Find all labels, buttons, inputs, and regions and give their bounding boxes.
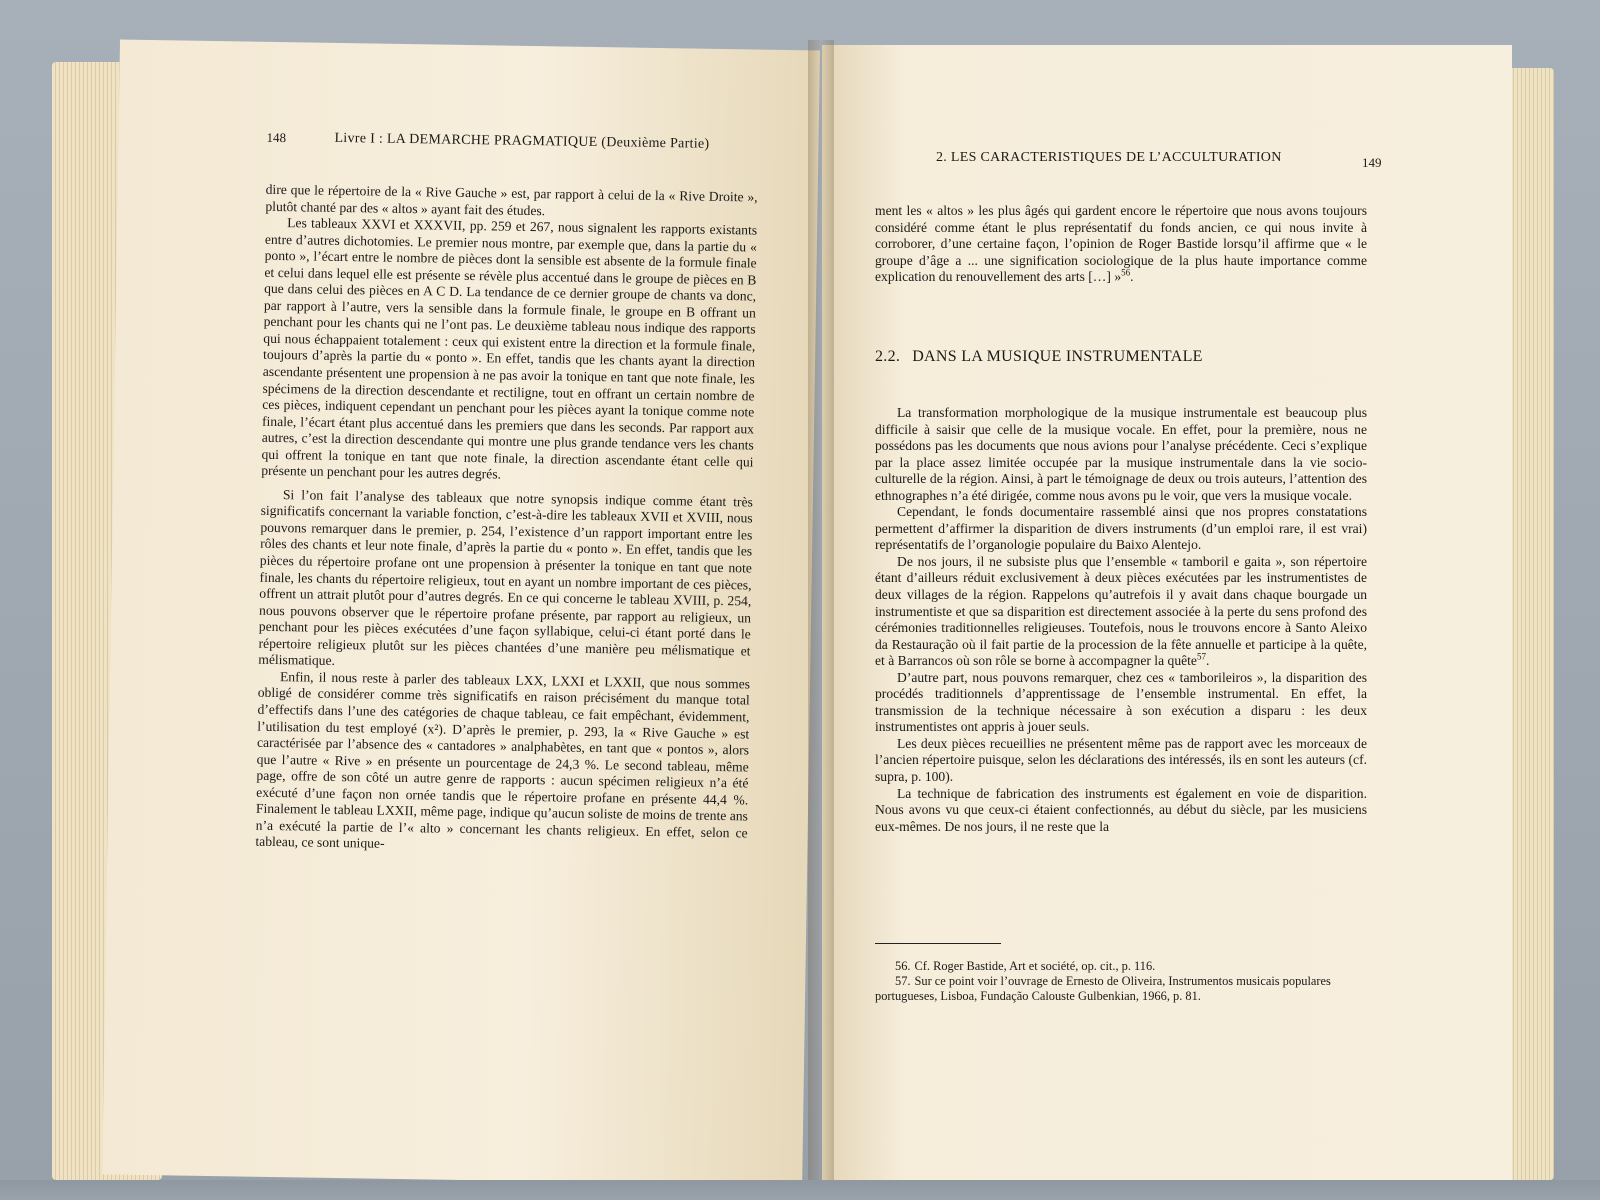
- footnote-text: Sur ce point voir l’ouvrage de Ernesto de Oliveira, Instrumentos musicais populares portugueses, Lisboa, Fundação Calouste Gulbenkian, 1966, p. 81.: [875, 974, 1331, 1003]
- paragraph: Les tableaux XXVI et XXXVII, pp. 259 et 267, nous signalent les rapports existants entre d’autres dichotomies. Le premier nous montre, par exemple que, dans la partie du « ponto », l’écart entre le nombre de pièces dont la sensible est absente de la formule finale et celui dans lequel elle est présente se révèle plus accentué dans le groupe de pièces en B que dans celui des pièces en A C D. La tendance de ce dernier groupe de chants va donc, par rapport à l’autre, vers la sensible dans la formule finale, le groupe en B offrant un penchant pour les chants qui ne l’ont pas. Le deuxième tableau nous indique des rapports qui nous échappaient totalement : ceux qui existent entre la direction et la formule finale, toujours d’après la partie du « ponto ». En effet, tandis que les chants ayant la direction ascendante présentent une propension à ne pas avoir la tonique en tant que note finale, les spécimens de la direction descendante et rectiligne, tout en offrant un certain nombre de ces pièces, indiquent cependant un penchant pour les pièces ayant la tonique comme note finale, l’écart étant plus accentué dans les premiers que dans les seconds. Par rapport aux autres, c’est la direction descendante qui montre une plus grande tendance vers les chants qui offrent la tonique en tant que note finale, la direction ascendante étant celle qui présente un penchant pour les autres degrés.: [261, 215, 758, 482]
- paragraph: ment les « altos » les plus âgés qui gardent encore le répertoire que nous avons toujours considéré comme étant le plus représentatif du fonds ancien, ce qui nous invite à corroborer, d’une certaine façon, l’opinion de Roger Bastide lorsqu’il affirme que « le groupe d’âge a ... une signification sociologique de la plus haute importance comme explication du renouvellement des arts […] »$^{56}$.: [875, 203, 1367, 285]
- right-page-top-text: [875, 203, 1367, 286]
- paragraph: La technique de fabrication des instruments est également en voie de disparition. Nous avons vu que ceux-ci étaient confectionnés, au début du siècle, par les musiciens eux-mêmes. De nos jours, il ne reste que la: [875, 785, 1367, 834]
- paragraph: D’autre part, nous pouvons remarquer, chez ces « tamborileiros », la disparition des procédés traditionnels d’apprentissage de l’ensemble instrumental. En effet, la transmission de la technique nécessaire à son exécution a disparu : les deux instrumentistes ont appris à jouer seuls.: [875, 669, 1367, 735]
- footnote-divider: [875, 943, 1001, 944]
- paragraph: La transformation morphologique de la musique instrumentale est beaucoup plus difficile à saisir que celle de la musique vocale. En effet, pour la première, nous ne possédons pas les documents que nous avions pour l’analyse précédente. Ceci s’explique par la place assez limitée occupée par la musique instrumentale dans la vie socio-culturelle de la région. Ainsi, à part le témoignage de deux ou trois auteurs, l’attention des ethnographes n’a été dirigée, comme nous avons pu le voir, que vers la musique vocale.: [875, 405, 1367, 503]
- footnotes: [875, 959, 1367, 1004]
- paragraph: Si l’on fait l’analyse des tableaux que notre synopsis indique comme étant très significatifs concernant la variable fonction, c’est-à-dire les tableaux XVII et XVIII, nous pouvons remarquer dans le premier, p. 254, l’existence d’un rapport important entre les rôles des chants et leur note finale, d’après la partie du « ponto ». En effet, tandis que les pièces du répertoire profane ont une propension à présenter la tonique en tant que note finale, les chants du répertoire religieux, tout en ayant un nombre important de ces pièces, offrent un attrait plutôt pour d’autres degrés. En ce qui concerne le tableau XVIII, p. 254, nous pouvons observer que le répertoire profane présente, par rapport au religieux, un penchant pour les pièces exécutées d’une façon syllabique, celui-ci étant porté dans le répertoire religieux plutôt sur les pièces chantées d’une manière peu mélismatique et mélismatique.: [258, 486, 753, 669]
- footnote-ref-57: 57: [1196, 651, 1206, 662]
- section-title: DANS LA MUSIQUE INSTRUMENTALE: [912, 348, 1203, 365]
- paragraph: dire que le répertoire de la « Rive Gauche » est, par rapport à celui de la « Rive Droite », plutôt chanté par des « altos » ayant fait des études.: [265, 181, 758, 218]
- page-number-right: 149: [1362, 155, 1382, 170]
- right-page: [822, 45, 1512, 1180]
- section-heading: [875, 348, 1215, 366]
- left-page-body: [255, 182, 757, 859]
- left-page: [102, 40, 820, 1186]
- book-gutter: [808, 40, 834, 1190]
- running-head-left: Livre I : LA DEMARCHE PRAGMATIQUE (Deuxième Partie): [334, 130, 710, 152]
- paragraph: Enfin, il nous reste à parler des tableaux LXX, LXXI et LXXII, que nous sommes obligé de considérer comme très significatifs en raison précisément du manque total d’effectifs dans l’une des catégories de chaque tableau, ce fait empêchant, évidemment, l’utilisation du test employé (x²). D’après le premier, p. 293, la « Rive Gauche » est caractérisée par l’absence des « cantadores » analphabètes, en tant que « pontos », alors que l’autre « Rive » en présente un pourcentage de 24,3 %. Le second tableau, même page, offre de son côté un autre genre de rapports : aucun spécimen religieux n’a été exécuté d’une façon non ornée tandis que le répertoire profane en présente 44,4 %. Finalement le tableau LXXII, même page, indique qu’aucun soliste de moins de trente ans n’a exécuté la partie de l’« alto » concernant les chants religieux. En effet, selon ce tableau, ce sont unique-: [255, 668, 751, 852]
- paragraph-text: ment les « altos » les plus âgés qui gardent encore le répertoire que nous avons toujours considéré comme étant le plus représentatif du fonds ancien, ce qui nous invite à corroborer, d’une certaine façon, l’opinion de Roger Bastide lorsqu’il affirme que « le groupe d’âge a ... une signification sociologique de la plus haute importance comme explication du renouvellement des arts […] »: [875, 203, 1367, 285]
- footnote-number: 57.: [895, 974, 911, 988]
- running-head-right: 2. LES CARACTERISTIQUES DE L’ACCULTURATION: [936, 150, 1282, 165]
- footnote: [875, 974, 1367, 1004]
- footnote-number: 56.: [895, 959, 911, 973]
- paragraph-text: De nos jours, il ne subsiste plus que l’ensemble « tamboril e gaita », son répertoire étant d’ailleurs réduit exclusivement à deux pièces exécutées par les instrumentistes de deux villages de la région. Rappelons qu’autrefois il y avait dans chaque bourgade un instrumentiste et que sa disparition est directement associée à la perte du sens profond des cérémonies traditionnelles religieuses. Toutefois, nous le trouvons encore à Santo Aleixo da Restauração où il fait partie de la procession de la fête annuelle et participe à la quête, et à Barrancos où son rôle se borne à accompagner la quête: [875, 553, 1367, 669]
- paragraph: De nos jours, il ne subsiste plus que l’ensemble « tamboril e gaita », son répertoire étant d’ailleurs réduit exclusivement à deux pièces exécutées par les instrumentistes de deux villages de la région. Rappelons qu’autrefois il y avait dans chaque bourgade un instrumentiste et que sa disparition est directement associée à la perte du sens profond des cérémonies traditionnelles religieuses. Toutefois, nous le trouvons encore à Santo Aleixo da Restauração où il fait partie de la procession de la fête annuelle et participe à la quête, et à Barrancos où son rôle se borne à accompagner la quête$^{57}$.: [875, 553, 1367, 669]
- paragraph: Cependant, le fonds documentaire rassemblé ainsi que nos propres constatations permettent d’affirmer la disparition de divers instruments (d’un emploi rare, il est vrai) représentatifs de l’organologie populaire du Baixo Alentejo.: [875, 504, 1367, 553]
- footnote: [875, 959, 1367, 974]
- surface-shadow: [0, 1180, 1600, 1200]
- footnote-text: Cf. Roger Bastide, Art et société, op. cit., p. 116.: [914, 959, 1156, 973]
- footnote-ref-56: 56: [1121, 267, 1131, 278]
- page-number-left: 148: [266, 129, 287, 146]
- paragraph: Les deux pièces recueillies ne présentent même pas de rapport avec les morceaux de l’ancien répertoire puisque, selon les déclarations des intéressés, ils en sont les auteurs (cf. supra, p. 100).: [875, 735, 1367, 785]
- section-number: 2.2.: [875, 348, 901, 365]
- right-page-body: [875, 405, 1367, 835]
